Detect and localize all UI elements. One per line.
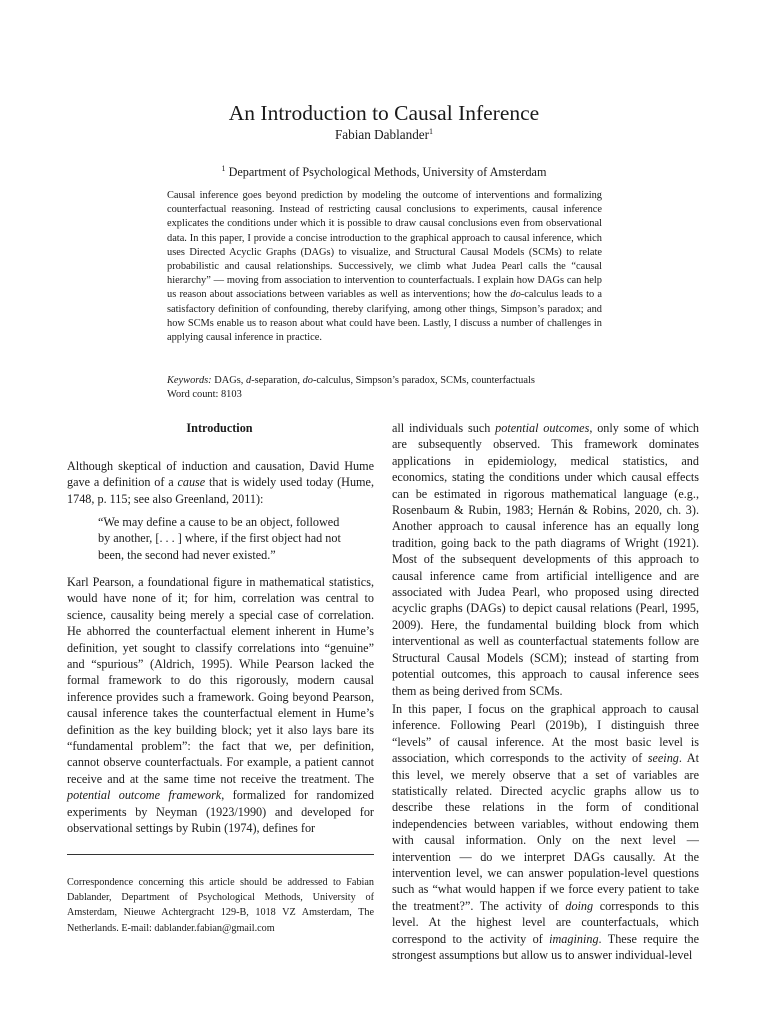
paragraph-text: . At this level, we merely observe that a set of variables are statistically related. Directed acyclic graphs allow us to describe these relations in the form of conditional independencies between variables, without endowing them with causal information. Only on the next level — intervention — do we interpret DAGs causally. At the intervention level, we can answer population-level questions such as “what would happen if we force every patient to take the treatment?”. The activity of xyxy=(392,751,699,913)
italic-cause: cause xyxy=(177,475,206,490)
correspondence-footnote: Correspondence concerning this article should be addressed to Fabian Dablander, Department of Psychological Methods, University of Amsterdam, Nieuwe Achtergracht 129-B, 1018 VZ Amsterdam, The Netherlands. E-mail: dablander.fabian@gmail.com xyxy=(67,877,374,934)
keywords xyxy=(167,374,607,388)
quote-text: “We may define a cause to be an object, followed by another, [. . . ] where, if the first object had not been, the second had never existed.” xyxy=(98,515,341,562)
intro-paragraph-3 xyxy=(392,420,699,699)
paragraph-text: all individuals such xyxy=(392,421,496,435)
intro-paragraph-4 xyxy=(392,701,699,964)
abstract-text-2: -calculus leads to a satisfactory definition of confounding, thereby clarifying, among other things, Simpson’s paradox; and how SCMs enable us to reason about what could have been. Lastly, I discuss a number of challenges in applying causal inference in practice. xyxy=(167,289,602,344)
paragraph-text: that is widely used today (Hume, 1748, p. 115; see also Greenland, 2011): xyxy=(67,475,374,506)
affiliation-text: Department of Psychological Methods, University of Amsterdam xyxy=(228,165,547,179)
paragraph-text: , formalized for randomized experiments by Neyman (1923/1990) and developed for observational settings by Rubin (1974), defines for xyxy=(67,788,374,836)
word-count: Word count: 8103 xyxy=(167,389,242,400)
author-affiliation-marker: 1 xyxy=(429,127,434,136)
italic-potential-outcomes: potential outcomes xyxy=(495,421,590,435)
italic-seeing: seeing xyxy=(647,751,679,766)
intro-paragraph-1 xyxy=(67,458,374,507)
keywords-part: DAGs, xyxy=(214,375,247,386)
author-line xyxy=(0,127,768,143)
footnote-divider xyxy=(67,854,374,855)
intro-paragraph-2 xyxy=(67,574,374,837)
affiliation-line xyxy=(0,164,768,180)
paragraph-text: . These require the strongest assumptions but allow us to answer individual-level xyxy=(392,931,699,963)
affiliation-marker: 1 xyxy=(221,164,226,173)
paragraph-text: , only some of which are subsequently observed. This framework dominates applications in epidemiology, medical statistics, and economics, stating the conditions under which causal effects can be estimated in rigorous mathematical language (e.g., Rosenbaum & Rubin, 1983; Hernán & Robins, 2020, ch. 3). Another approach to causal inference has an equally long tradition, going back to the path diagrams of Wright (1921). Most of the subsequent developments of this approach to causal inference came from artificial intelligence and are associated with Judea Pearl, who proposed using directed acyclic graphs (DAGs) to depict causal relations (Pearl, 1995, 2009). Here, the fundamental building block from which interventional as well as counterfactual statements follow are Structural Causal Models (SCM); instead of starting from potential outcomes, this approach to causal inference sees them as being derived from SCMs. xyxy=(392,421,700,698)
paragraph-text: Although skeptical of induction and causation, David Hume gave a definition of a xyxy=(67,459,374,490)
keywords-d-italic: d xyxy=(246,375,252,386)
italic-potential-outcome-framework: potential outcome framework xyxy=(67,788,222,803)
keywords-part: -calculus, Simpson’s paradox, SCMs, counterfactuals xyxy=(312,375,535,386)
author-name: Fabian Dablander xyxy=(334,127,430,142)
italic-doing: doing xyxy=(565,898,594,913)
paragraph-text: corresponds to this level. At the highest level are counterfactuals, which correspond to the activity of xyxy=(392,898,699,946)
italic-imagining: imagining xyxy=(549,931,599,946)
section-heading-introduction: Introduction xyxy=(186,421,253,435)
abstract-do-italic: do xyxy=(510,289,521,301)
keywords-part: -separation, xyxy=(251,375,303,386)
paragraph-text: In this paper, I focus on the graphical approach to causal inference. Following Pearl (2019b), I distinguish three “levels” of causal inference. At the most basic level is association, which corresponds to the activity of xyxy=(392,702,699,766)
paper-title: An Introduction to Causal Inference xyxy=(228,101,540,125)
keywords-label: Keywords: xyxy=(167,375,212,386)
paragraph-text: Karl Pearson, a foundational figure in mathematical statistics, would have none of it; for him, correlation was central to science, causality being merely a special case of correlation. He abhorred the counterfactual element inherent in Hume’s definition, yet sought to classify correlations into “genuine” and “spurious” (Aldrich, 1995). While Pearson lacked the formal framework to do this rigorously, modern causal inference provides such a framework. Going beyond Pearson, causal inference takes the counterfactual element in Hume’s definition as the key building block; yet it also lays bare its “fundamental problem”: the fact that we, per definition, cannot observe counterfactuals. For example, a patient cannot receive and at the same time not receive the treatment. The xyxy=(67,575,374,786)
abstract-text: Causal inference goes beyond prediction by modeling the outcome of interventions and formalizing counterfactual reasoning. Instead of restricting causal conclusions to experiments, causal inference explicates the conditions under which it is possible to draw causal conclusions even from observational data. In this paper, I provide a concise introduction to the graphical approach to causal inference, which uses Directed Acyclic Graphs (DAGs) to visualize, and Structural Causal Models (SCMs) to relate probabilistic and causal relationships. Successively, we climb what Judea Pearl calls the “causal hierarchy” — moving from association to intervention to counterfactuals. I explain how DAGs can help us reason about associations between variables as well as interventions; how the xyxy=(167,190,602,301)
hume-quote xyxy=(98,514,346,563)
abstract xyxy=(167,189,602,345)
keywords-do-italic: do xyxy=(302,375,313,386)
